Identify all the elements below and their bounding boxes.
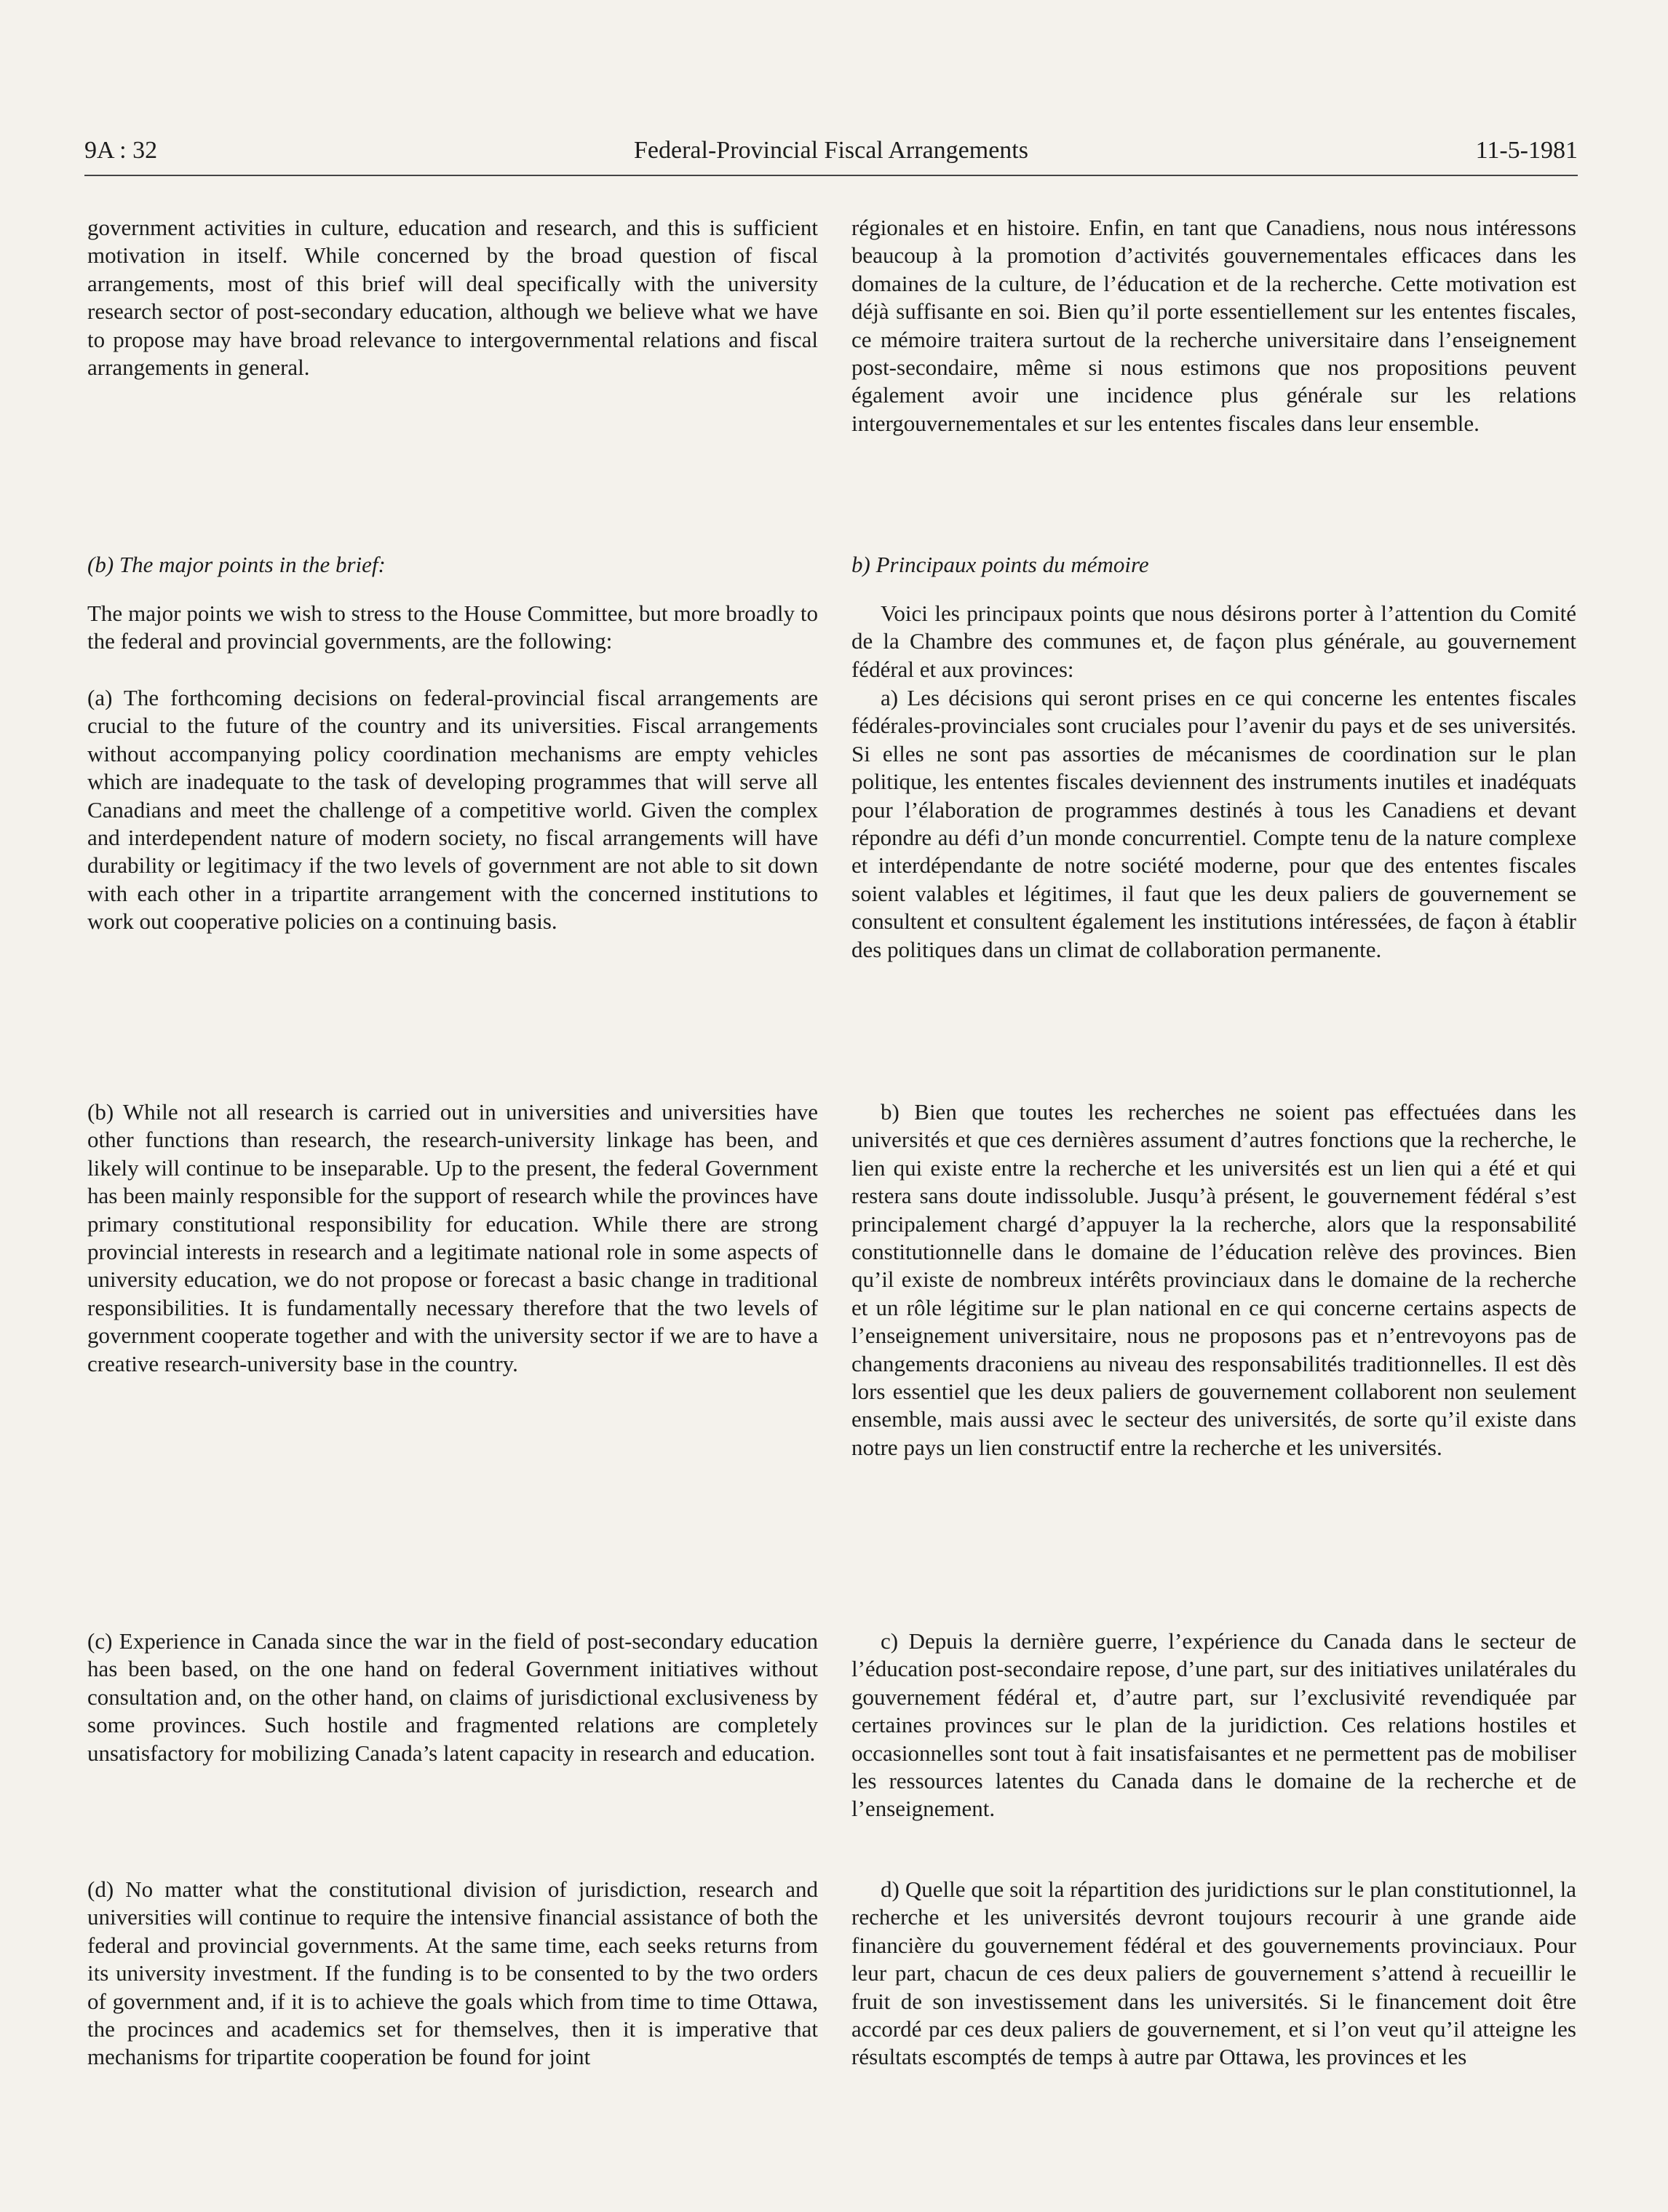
page-header [84,137,1578,173]
french-item-c: c) Depuis la dernière guerre, l’expérience du Canada dans le secteur de l’éducation post-secondaire repose, d’une part, sur des initiatives unilatérales du gouvernement fédéral et, d’autre part, sur l’exclusivité revendiquée par certaines provinces sur le plan de la juridiction. Ces relations hostiles et occasionnelles sont tout à fait insatisfaisantes et ne permettent pas de mobiliser les ressources latentes du Canada dans le domaine de la recherche et de l’enseignement. [851,1628,1576,1822]
french-item-a: a) Les décisions qui seront prises en ce qui concerne les ententes fiscales fédérales-provinciales sont cruciales pour l’avenir du pays et de ses universités. Si elles ne sont pas assorties de mécanismes de coordination sur le plan politique, les ententes fiscales deviennent des instruments inutiles et inadéquats pour l’élaboration de programmes destinés à tous les Canadiens et devant répondre au défi d’un monde concurrentiel. Compte tenu de la nature complexe et interdépendante de notre société moderne, pour que des ententes fiscales soient valables et légitimes, il faut que les deux paliers de gouvernement se consultent et consultent également les institutions intéressées, de façon à établir des politiques dans un climat de collaboration permanente. [851,685,1576,962]
page-number: 9A : 32 [84,137,158,164]
french-intro-paragraph: régionales et en histoire. Enfin, en tant que Canadiens, nous nous intéressons beaucoup à la promotion d’activités gouvernementales efficaces dans les domaines de la culture, de l’éducation et de la recherche. Cette motivation est déjà suffisante en soi. Bien qu’il porte essentiellement sur les ententes fiscales, ce mémoire traitera surtout de la recherche universitaire dans l’enseignement post-secondaire, même si nous estimons que nos propositions peuvent également avoir une incidence plus générale sur les relations intergouvernementales et sur les ententes fiscales dans leur ensemble. [851,215,1576,436]
english-item-b: (b) While not all research is carried out in universities and universities have other functions than research, the research-university linkage has been, and likely will continue to be inseparable. Up to the present, the federal Government has been mainly responsible for the support of research while the provinces have primary constitutional responsibility for education. While there are strong provincial interests in research and a legitimate national role in some aspects of university education, we do not propose or forecast a basic change in traditional responsibilities. It is fundamentally necessary therefore that the two levels of government cooperate together and with the university sector if we are to have a creative research-university base in the country. [87,1099,818,1376]
page-date: 11-5-1981 [1475,137,1578,164]
french-item-b: b) Bien que toutes les recherches ne soient pas effectuées dans les universités et que ces dernières assument d’autres fonctions que la recherche, le lien qui existe entre la recherche et les universités est un lien qui a été et qui restera sans doute indissoluble. Jusqu’à présent, le gouvernement fédéral s’est principalement chargé d’appuyer la la recherche, alors que la responsabilité constitutionnelle dans le domaine de l’éducation relève des provinces. Bien qu’il existe de nombreux intérêts provinciaux dans le domaine de la recherche et un rôle légitime sur le plan national en ce qui concerne certains aspects de l’enseignement universitaire, nous ne proposons pas et n’entrevoyons pas de changements draconiens au niveau des responsabilités traditionnelles. Il est dès lors essentiel que les deux paliers de gouvernement collaborent non seulement ensemble, mais aussi avec le secteur des universités, de sorte qu’il existe dans notre pays un lien constructif entre la recherche et les universités. [851,1099,1576,1460]
french-section-heading: b) Principaux points du mémoire [851,552,1149,577]
english-lead-paragraph: The major points we wish to stress to the House Committee, but more broadly to the federal and provincial governments, are the following: [87,600,818,654]
french-item-d: d) Quelle que soit la répartition des juridictions sur le plan constitutionnel, la recherche et les universités devront toujours recourir à une grande aide financière du gouvernement fédéral et des gouvernements provinciaux. Pour leur part, chacun de ces deux paliers de gouvernement s’attend à recueillir le fruit de son investissement dans les universités. Si le financement doit être accordé par ces deux paliers de gouvernement, et si l’on veut qu’il atteigne les résultats escomptés de temps à autre par Ottawa, les provinces et les [851,1876,1576,2070]
running-title: Federal-Provincial Fiscal Arrangements [634,137,1028,164]
french-lead-paragraph: Voici les principaux points que nous désirons porter à l’attention du Comité de la Chambre des communes et, de façon plus générale, au gouvernement fédéral et aux provinces: [851,600,1576,682]
english-item-c: (c) Experience in Canada since the war in the field of post-secondary education has been based, on the one hand on federal Government initiatives without consultation and, on the other hand, on claims of jurisdictional exclusiveness by some provinces. Such hostile and fragmented relations are completely unsatisfactory for mobilizing Canada’s latent capacity in research and education. [87,1628,818,1766]
english-intro-paragraph: government activities in culture, education and research, and this is sufficient motivation in itself. While concerned by the broad question of fiscal arrangements, most of this brief will deal specifically with the university research sector of post-secondary education, although we believe what we have to propose may have broad relevance to intergovernmental relations and fiscal arrangements in general. [87,215,818,381]
english-section-heading: (b) The major points in the brief: [87,552,386,577]
english-item-d: (d) No matter what the constitutional division of jurisdiction, research and universities will continue to require the intensive financial assistance of both the federal and provincial governments. At the same time, each seeks returns from its university investment. If the funding is to be consented to by the two orders of government and, if it is to achieve the goals which from time to time Ottawa, the procinces and academics set for themselves, then it is imperative that mechanisms for tripartite cooperation be found for joint [87,1876,818,2070]
header-rule [84,175,1578,176]
english-item-a: (a) The forthcoming decisions on federal-provincial fiscal arrangements are crucial to the future of the country and its universities. Fiscal arrangements without accompanying policy coordination mechanisms are empty vehicles which are inadequate to the task of developing programmes that will serve all Canadians and meet the challenge of a competitive world. Given the complex and interdependent nature of modern society, no fiscal arrangements will have durability or legitimacy if the two levels of government are not able to sit down with each other in a tripartite arrangement with the concerned institutions to work out cooperative policies on a continuing basis. [87,685,818,935]
